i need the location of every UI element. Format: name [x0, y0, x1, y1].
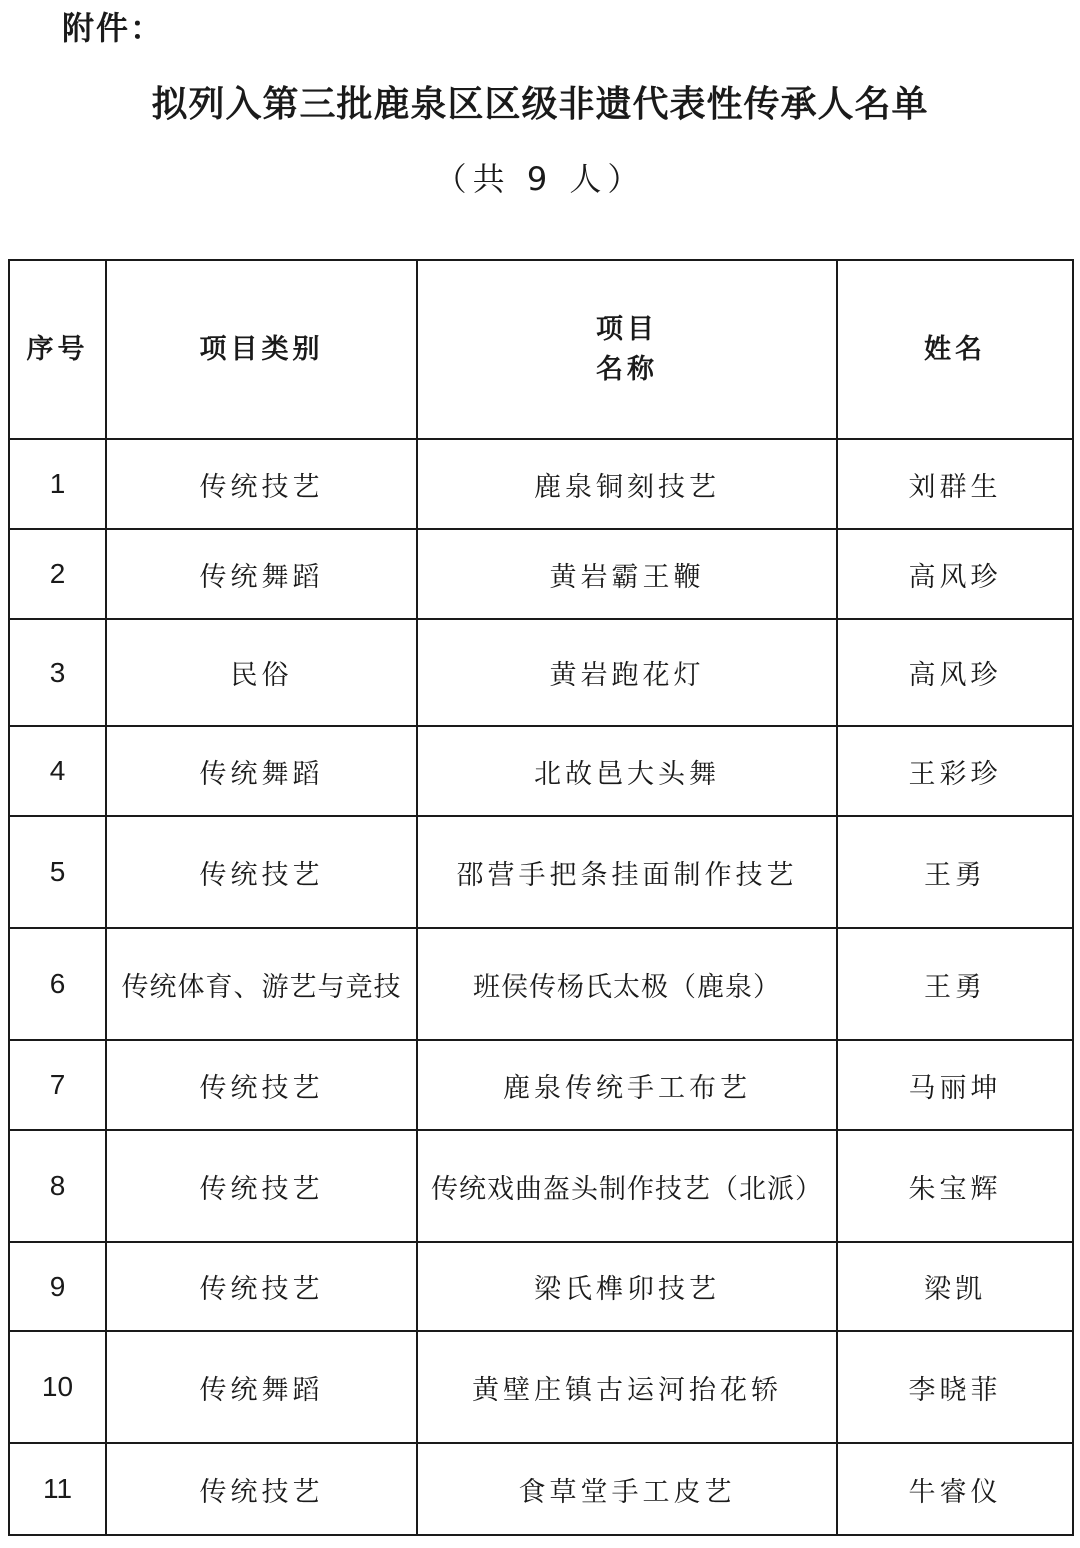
cell-name: 高风珍	[837, 619, 1073, 726]
header-name: 姓名	[837, 260, 1073, 439]
table-header-row	[9, 260, 1073, 439]
cell-name: 刘群生	[837, 439, 1073, 529]
table-row	[9, 928, 1073, 1040]
table-row	[9, 1242, 1073, 1331]
cell-index: 1	[9, 439, 106, 529]
cell-category: 民俗	[106, 619, 417, 726]
table-row	[9, 529, 1073, 619]
cell-category: 传统技艺	[106, 439, 417, 529]
cell-name: 朱宝辉	[837, 1130, 1073, 1242]
header-category: 项目类别	[106, 260, 417, 439]
cell-category: 传统技艺	[106, 1443, 417, 1535]
cell-project: 传统戏曲盔头制作技艺（北派）	[417, 1130, 837, 1242]
cell-project: 班侯传杨氏太极（鹿泉）	[417, 928, 837, 1040]
cell-index: 10	[9, 1331, 106, 1443]
cell-project: 黄岩霸王鞭	[417, 529, 837, 619]
cell-name: 王勇	[837, 928, 1073, 1040]
header-project	[417, 260, 837, 439]
cell-index: 11	[9, 1443, 106, 1535]
cell-index: 6	[9, 928, 106, 1040]
table-row	[9, 1040, 1073, 1130]
cell-name: 牛睿仪	[837, 1443, 1073, 1535]
cell-name: 梁凯	[837, 1242, 1073, 1331]
cell-category: 传统技艺	[106, 1040, 417, 1130]
cell-project: 梁氏榫卯技艺	[417, 1242, 837, 1331]
cell-project: 鹿泉铜刻技艺	[417, 439, 837, 529]
cell-index: 9	[9, 1242, 106, 1331]
table-row	[9, 439, 1073, 529]
cell-project: 黄岩跑花灯	[417, 619, 837, 726]
document-subtitle: （共 9 人）	[434, 160, 646, 198]
table-row	[9, 1130, 1073, 1242]
cell-index: 8	[9, 1130, 106, 1242]
document-title: 拟列入第三批鹿泉区区级非遗代表性传承人名单	[151, 84, 929, 125]
cell-category: 传统技艺	[106, 816, 417, 928]
cell-category: 传统体育、游艺与竞技	[106, 928, 417, 1040]
cell-category: 传统舞蹈	[106, 726, 417, 816]
table-row	[9, 619, 1073, 726]
table-row	[9, 816, 1073, 928]
cell-name: 王勇	[837, 816, 1073, 928]
cell-name: 李晓菲	[837, 1331, 1073, 1443]
attachment-label: 附件：	[62, 9, 165, 47]
table-row	[9, 726, 1073, 816]
inheritor-table	[8, 259, 1074, 1536]
header-index: 序号	[9, 260, 106, 439]
cell-project: 黄壁庄镇古运河抬花轿	[417, 1331, 837, 1443]
cell-name: 王彩珍	[837, 726, 1073, 816]
cell-name: 高风珍	[837, 529, 1073, 619]
cell-project: 食草堂手工皮艺	[417, 1443, 837, 1535]
cell-category: 传统舞蹈	[106, 1331, 417, 1443]
cell-project: 北故邑大头舞	[417, 726, 837, 816]
header-project-line2: 名称	[596, 353, 658, 385]
table-row	[9, 1443, 1073, 1535]
cell-category: 传统技艺	[106, 1130, 417, 1242]
header-project-line1: 项目	[596, 313, 658, 345]
cell-index: 4	[9, 726, 106, 816]
cell-project: 邵营手把条挂面制作技艺	[417, 816, 837, 928]
cell-category: 传统舞蹈	[106, 529, 417, 619]
cell-index: 7	[9, 1040, 106, 1130]
cell-index: 5	[9, 816, 106, 928]
cell-name: 马丽坤	[837, 1040, 1073, 1130]
cell-project: 鹿泉传统手工布艺	[417, 1040, 837, 1130]
cell-category: 传统技艺	[106, 1242, 417, 1331]
cell-index: 3	[9, 619, 106, 726]
cell-index: 2	[9, 529, 106, 619]
table-row	[9, 1331, 1073, 1443]
